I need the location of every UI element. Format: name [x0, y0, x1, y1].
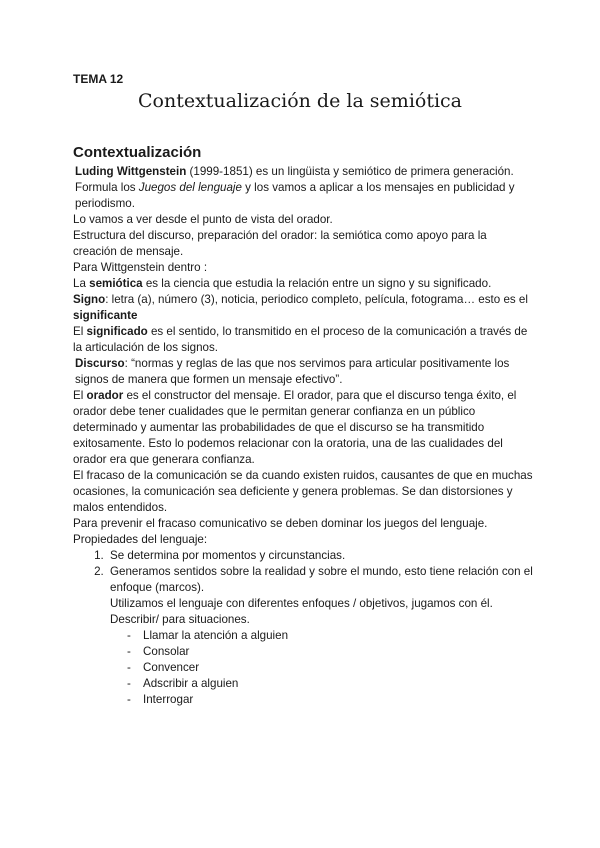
paragraph-orator-view: Lo vamos a ver desde el punto de vista del orador. [73, 213, 333, 226]
list-item: - Llamar la atención a alguien [115, 628, 533, 644]
list-item: - Consolar [115, 644, 533, 660]
list-item: 2. Generamos sentidos sobre la realidad y sobre el mundo, esto tiene relación con el enfoque (marcos). Utilizamos el lenguaje con diferentes enfoques / objetivos, jugamos con él. Describir/ para situaciones. [107, 564, 533, 628]
list-item: - Interrogar [115, 692, 533, 708]
paragraph-propiedades: Propiedades del lenguaje: [73, 533, 208, 546]
paragraph-wittgenstein: Luding Wittgenstein (1999-1851) es un lingüista y semiótico de primera generación. Formula los Juegos del lenguaje y los vamos a aplicar a los mensajes en publicidad y periodismo. [75, 165, 515, 210]
paragraph-fracaso: El fracaso de la comunicación se da cuando existen ruidos, causantes de que en muchas ocasiones, la comunicación sea deficiente y genera problemas. Se dan distorsiones y malos entendidos. [73, 469, 533, 514]
list-item: 1. Se determina por momentos y circunstancias. [107, 548, 533, 564]
properties-list [73, 548, 533, 628]
paragraph-orador: El orador es el constructor del mensaje. El orador, para que el discurso tenga éxito, el orador debe tener cualidades que le permitan generar confianza en un público determinado y aumentar las probabilidades de que el discurso se ha transmitido exitosamente. Esto lo podemos relacionar con la oratoria, una de las cualidades del orador era que generara confianza. [73, 389, 517, 466]
document-body [73, 143, 533, 708]
author-name: Luding Wittgenstein [75, 165, 187, 178]
list-item: - Convencer [115, 660, 533, 676]
paragraph-signo: Signo: letra (a), número (3), noticia, periodico completo, película, fotograma… esto es el significante [73, 293, 528, 322]
document-title: Contextualización de la semiótica [137, 90, 463, 112]
paragraph-semiotica: La semiótica es la ciencia que estudia la relación entre un signo y su significado. [73, 277, 492, 290]
section-heading: Contextualización [73, 144, 202, 161]
paragraph-significado: El significado es el sentido, lo transmitido en el proceso de la comunicación a través de la articulación de los signos. [73, 325, 528, 354]
uses-sublist [73, 628, 533, 708]
italic-term: Juegos del lenguaje [138, 181, 242, 194]
list-item: - Adscribir a alguien [115, 676, 533, 692]
list-item-continuation: Utilizamos el lenguaje con diferentes enfoques / objetivos, jugamos con él. Describir/ para situaciones. [110, 597, 493, 626]
paragraph-discourse-structure: Estructura del discurso, preparación del orador: la semiótica como apoyo para la creación de mensaje. [73, 229, 487, 258]
paragraph-wittgenstein-within: Para Wittgenstein dentro : [73, 261, 208, 274]
topic-label: TEMA 12 [73, 72, 124, 86]
paragraph-prevenir: Para prevenir el fracaso comunicativo se deben dominar los juegos del lenguaje. [73, 517, 488, 530]
paragraph-discurso: Discurso: “normas y reglas de las que nos servimos para articular positivamente los signos de manera que formen un mensaje efectivo”. [75, 357, 510, 386]
